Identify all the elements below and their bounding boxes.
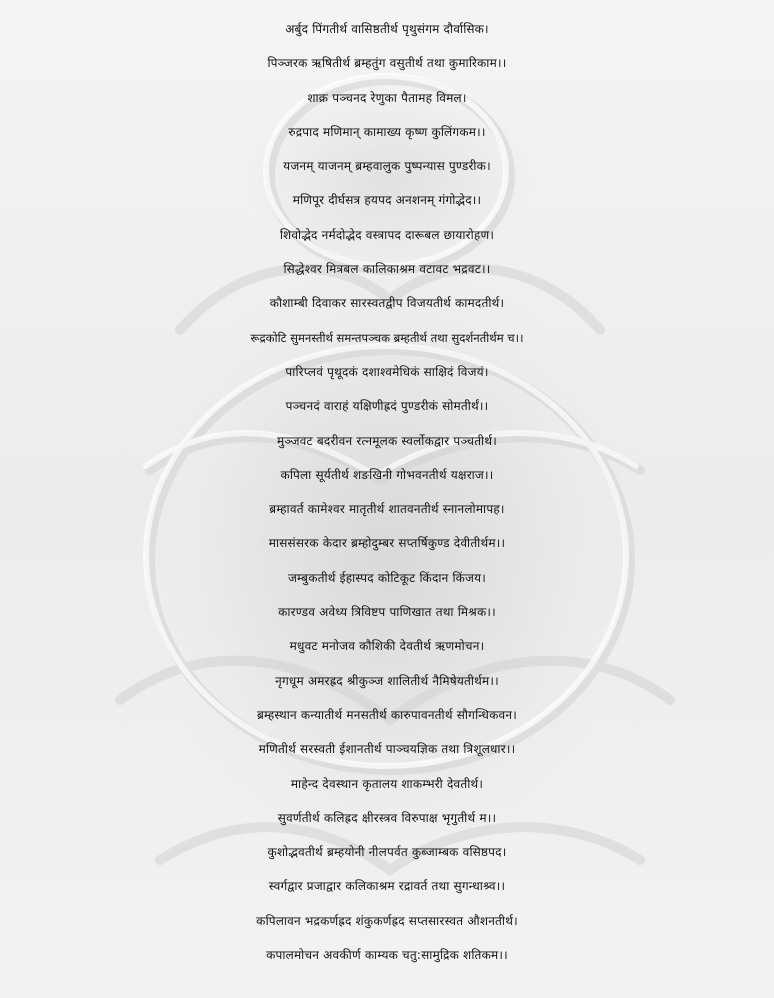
- verse-line-20: नृगधूम अमरह्रद श्रीकुञ्ज शालितीर्थ नैमिषेयतीर्थम।।: [275, 673, 499, 688]
- verse-line-4: रुद्रपाद मणिमान् कामाख्य कृष्ण कुलिंगकम।।: [288, 124, 486, 139]
- verse-line-16: माससंसरक केदार ब्रम्होदुम्बर सप्तर्षिकुण्ड देवीतीर्थम।।: [268, 536, 506, 551]
- verse-line-27: कपिलावन भद्रकर्णह्रद शंकुकर्णह्रद सप्तसारस्वत औशनतीर्थ।: [256, 913, 518, 928]
- verse-line-11: पारिप्लवं पृथूदकं दशाश्वमेधिकं साक्षिदं विजयं।: [285, 364, 489, 379]
- verse-line-14: कपिला सूर्यतीर्थ शङखिनी गोभवनतीर्थ यक्षराज।।: [280, 467, 494, 482]
- verse-line-24: सुवर्णतीर्थ कलिह्रद क्षीरस्त्रव विरुपाक्ष भृगुतीर्थ म।।: [277, 810, 497, 825]
- verse-line-12: पञ्चनदं वाराहं यक्षिणीह्रदं पुण्डरीकं सोमतीर्थं।।: [285, 399, 489, 414]
- verse-line-26: स्वर्गद्वार प्रजाद्वार कलिकाश्रम रद्रावर्त तथा सुगन्धाश्र्व।।: [268, 879, 506, 894]
- verse-line-25: कुशोद्भवतीर्थ ब्रम्हयोनी नीलपर्वत कुब्जाम्बक वसिष्ठपद।: [267, 845, 507, 860]
- verse-line-3: शाक्र पञ्चनद रेणुका पैतामह विमल।: [307, 90, 467, 105]
- verse-line-17: जम्बुकतीर्थ ईहास्पद कोटिकूट किंदान किंजय।: [287, 570, 487, 585]
- verse-line-18: कारण्डव अवेध्य त्रिविष्टप पाणिखात तथा मिश्रक।।: [278, 605, 496, 620]
- verse-line-22: मणितीर्थ सरस्वती ईशानतीर्थ पाञ्चयज्ञिक तथा त्रिशूलधार।।: [258, 742, 516, 757]
- verse-line-5: यजनम् याजनम् ब्रम्हवालुक पुष्पन्यास पुण्डरीक।: [283, 159, 491, 174]
- verse-line-28: कपालमोचन अवकीर्ण काम्यक चतु:सामुद्रिक शतिकम।।: [266, 948, 508, 963]
- verse-line-6: मणिपूर दीर्घसत्र हयपद अनशनम् गंगोद्भेद।।: [292, 193, 482, 208]
- verse-list: [0, 12, 774, 972]
- verse-line-10: रूद्रकोटि सुमनस्तीर्थ समन्तपञ्चक ब्रम्हतीर्थ तथा सुदर्शनतीर्थम च।।: [250, 330, 524, 345]
- verse-line-2: पिञ्जरक ऋषितीर्थ ब्रम्हतुंग वसुतीर्थ तथा कुमारिकाम।।: [267, 56, 507, 71]
- verse-line-21: ब्रम्हस्थान कन्यातीर्थ मनसतीर्थ कारुपावनतीर्थ सौगन्धिकवन।: [256, 707, 518, 722]
- verse-line-13: मुञ्जवट बदरीवन रत्नमूलक स्वर्लोकद्वार पञ्चतीर्थ।: [277, 433, 497, 448]
- verse-line-19: मधुवट मनोजव कौशिकी देवतीर्थ ऋणमोचन।: [289, 639, 485, 654]
- verse-line-9: कौशाम्बी दिवाकर सारस्वतद्वीप विजयतीर्थ कामदतीर्थ।: [269, 296, 505, 311]
- verse-line-15: ब्रम्हावर्त कामेश्वर मातृतीर्थ शातवनतीर्थ स्नानलोमापह।: [269, 502, 505, 517]
- verse-line-1: अर्बुद पिंगतीर्थ वासिष्ठतीर्थ पृथुसंगम दौर्वासिक।: [285, 22, 489, 36]
- verse-line-23: माहेन्द देवस्थान कृतालय शाकम्भरी देवतीर्थ।: [290, 776, 484, 791]
- verse-line-8: सिद्धेश्वर मित्रबल कालिकाश्रम वटावट भद्रवट।।: [283, 262, 491, 277]
- verse-line-7: शिवोद्भेद नर्मदोद्भेद वस्त्रापद दारूबल छायारोहण।: [279, 227, 495, 242]
